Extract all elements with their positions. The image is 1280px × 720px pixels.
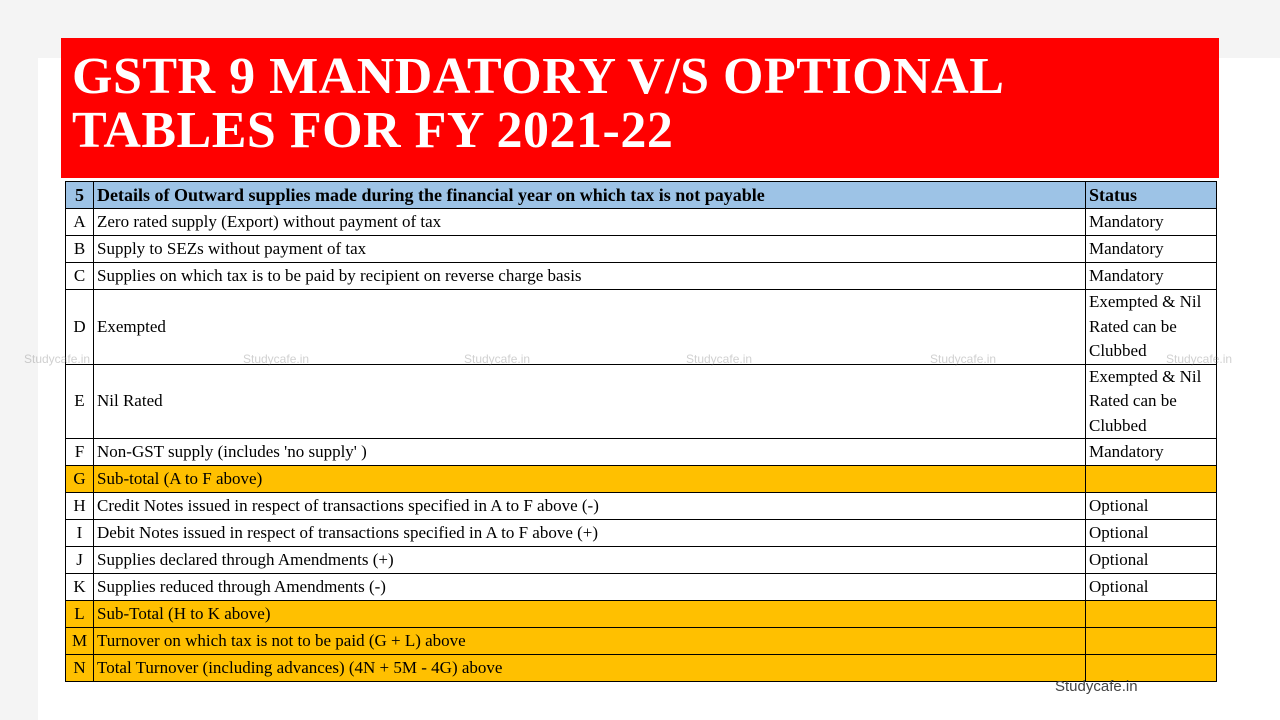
gstr9-table <box>65 181 1217 682</box>
row-status: Exempted & Nil Rated can be Clubbed <box>1086 364 1217 439</box>
table-row-f <box>66 439 1217 466</box>
row-status <box>1086 601 1217 628</box>
table-row-b <box>66 236 1217 263</box>
table-row-l-subtotal <box>66 601 1217 628</box>
row-status: Optional <box>1086 574 1217 601</box>
row-description: Exempted <box>94 290 1086 365</box>
row-letter: C <box>66 263 94 290</box>
table-row-c <box>66 263 1217 290</box>
row-letter: D <box>66 290 94 365</box>
row-letter: B <box>66 236 94 263</box>
table-header-row <box>66 182 1217 209</box>
table-row-g-subtotal <box>66 466 1217 493</box>
row-status: Mandatory <box>1086 209 1217 236</box>
row-status: Optional <box>1086 493 1217 520</box>
row-description: Supply to SEZs without payment of tax <box>94 236 1086 263</box>
row-description: Non-GST supply (includes 'no supply' ) <box>94 439 1086 466</box>
watermark-text: Studycafe.in <box>930 352 997 366</box>
row-description: Debit Notes issued in respect of transactions specified in A to F above (+) <box>94 520 1086 547</box>
row-letter: J <box>66 547 94 574</box>
row-status: Exempted & Nil Rated can be Clubbed <box>1086 290 1217 365</box>
footer-site-label: Studycafe.in <box>1055 678 1138 695</box>
row-description: Zero rated supply (Export) without payment of tax <box>94 209 1086 236</box>
row-status: Mandatory <box>1086 439 1217 466</box>
row-letter: A <box>66 209 94 236</box>
table-row-a <box>66 209 1217 236</box>
row-letter: L <box>66 601 94 628</box>
table-row-h <box>66 493 1217 520</box>
row-description: Total Turnover (including advances) (4N + 5M - 4G) above <box>94 655 1086 682</box>
title-banner <box>61 38 1219 178</box>
row-status <box>1086 628 1217 655</box>
table-row-j <box>66 547 1217 574</box>
watermark-text: Studycafe.in <box>1166 352 1233 366</box>
watermark-text: Studycafe.in <box>686 352 753 366</box>
header-title: Details of Outward supplies made during the financial year on which tax is not payable <box>94 182 1086 209</box>
row-description: Nil Rated <box>94 364 1086 439</box>
row-letter: M <box>66 628 94 655</box>
table-row-k <box>66 574 1217 601</box>
row-letter: H <box>66 493 94 520</box>
row-status <box>1086 466 1217 493</box>
watermark-text: Studycafe.in <box>464 352 531 366</box>
row-status: Optional <box>1086 520 1217 547</box>
row-description: Supplies declared through Amendments (+) <box>94 547 1086 574</box>
table-row-m-subtotal <box>66 628 1217 655</box>
row-description: Sub-total (A to F above) <box>94 466 1086 493</box>
row-status: Mandatory <box>1086 263 1217 290</box>
row-description: Supplies on which tax is to be paid by recipient on reverse charge basis <box>94 263 1086 290</box>
table-row-i <box>66 520 1217 547</box>
row-letter: N <box>66 655 94 682</box>
table-row-n-total <box>66 655 1217 682</box>
row-description: Credit Notes issued in respect of transactions specified in A to F above (-) <box>94 493 1086 520</box>
row-description: Supplies reduced through Amendments (-) <box>94 574 1086 601</box>
row-letter: K <box>66 574 94 601</box>
table-row-e <box>66 364 1217 439</box>
banner-title-line-1: GSTR 9 MANDATORY V/S OPTIONAL <box>72 48 1005 105</box>
row-letter: E <box>66 364 94 439</box>
row-letter: G <box>66 466 94 493</box>
row-status: Mandatory <box>1086 236 1217 263</box>
row-letter: I <box>66 520 94 547</box>
watermark-text: Studycafe.in <box>243 352 310 366</box>
row-description: Sub-Total (H to K above) <box>94 601 1086 628</box>
row-status: Optional <box>1086 547 1217 574</box>
row-letter: F <box>66 439 94 466</box>
table-row-d <box>66 290 1217 365</box>
header-status: Status <box>1086 182 1217 209</box>
watermark-text: Studycafe.in <box>24 352 91 366</box>
header-section-number: 5 <box>66 182 94 209</box>
banner-title-line-2: TABLES FOR FY 2021-22 <box>72 102 674 159</box>
row-description: Turnover on which tax is not to be paid (G + L) above <box>94 628 1086 655</box>
